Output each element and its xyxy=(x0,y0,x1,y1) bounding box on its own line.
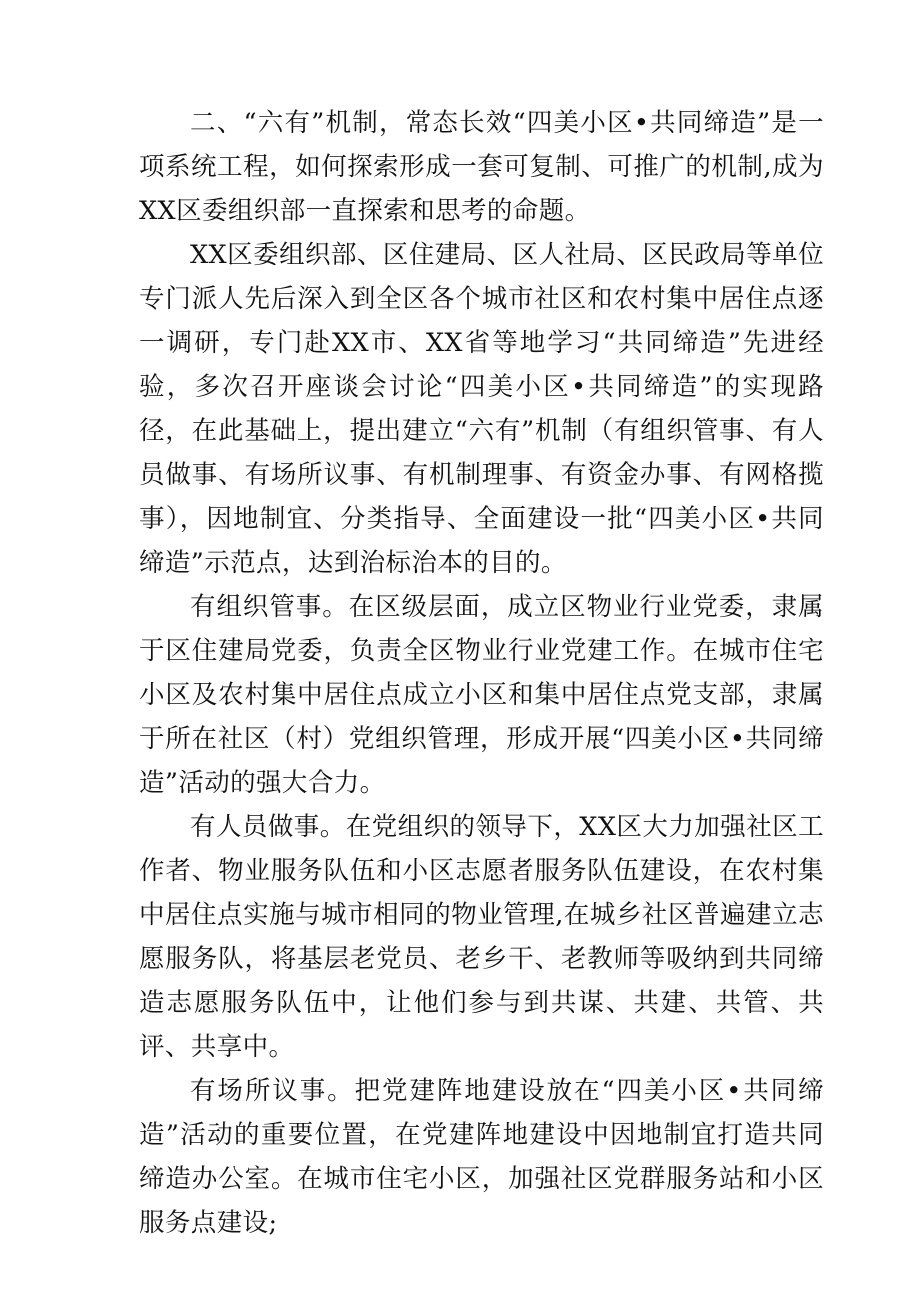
paragraph-research-and-proposal: XX区委组织部、区住建局、区人社局、区民政局等单位专门派人先后深入到全区各个城市社区和农村集中居住点逐一调研，专门赴XX市、XX省等地学习“共同缔造”先进经验，多次召开座谈会讨论“四美小区•共同缔造”的实现路径，在此基础上，提出建立“六有”机制（有组织管事、有人员做事、有场所议事、有机制理事、有资金办事、有网格揽事），因地制宜、分类指导、全面建设一批“四美小区•共同缔造”示范点，达到治标治本的目的。 xyxy=(139,240,824,578)
paragraph-organization-management: 有组织管事。在区级层面，成立区物业行业党委，隶属于区住建局党委，负责全区物业行业党建工作。在城市住宅小区及农村集中居住点成立小区和集中居住点党支部，隶属于所在社区（村）党组织管理，形成开展“四美小区•共同缔造”活动的强大合力。 xyxy=(139,592,824,798)
paragraph-venue-discussion: 有场所议事。把党建阵地建设放在“四美小区•共同缔造”活动的重要位置，在党建阵地建设中因地制宜打造共同缔造办公室。在城市住宅小区，加强社区党群服务站和小区服务点建设; xyxy=(139,1076,824,1238)
paragraph-personnel-work: 有人员做事。在党组织的领导下，XX区大力加强社区工作者、物业服务队伍和小区志愿者服务队伍建设，在农村集中居住点实施与城市相同的物业管理,在城乡社区普遍建立志愿服务队，将基层老党员、老乡干、老教师等吸纳到共同缔造志愿服务队伍中，让他们参与到共谋、共建、共管、共评、共享中。 xyxy=(139,812,824,1062)
paragraph-six-mechanisms-intro: 二、“六有”机制，常态长效“四美小区•共同缔造”是一项系统工程，如何探索形成一套可复制、可推广的机制,成为XX区委组织部一直探索和思考的命题。 xyxy=(139,108,824,226)
